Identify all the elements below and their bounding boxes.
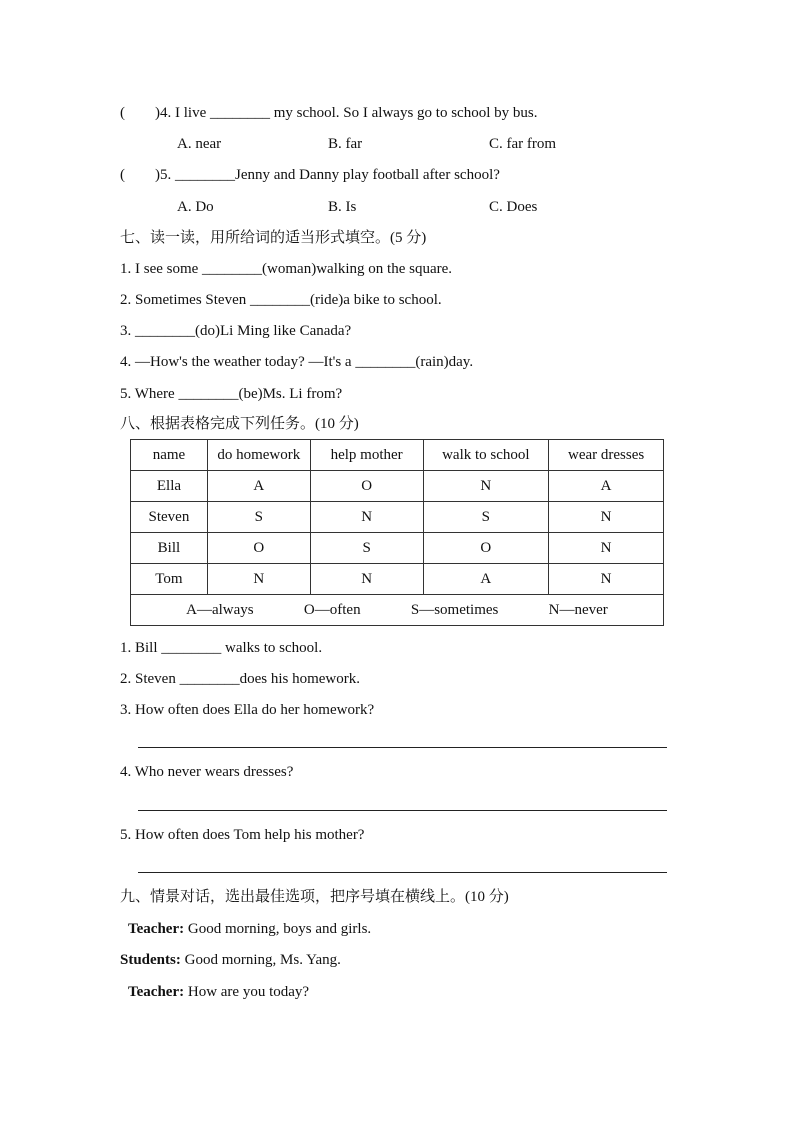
table-cell: N [549, 502, 664, 533]
table-cell: N [549, 533, 664, 564]
table-row [131, 471, 664, 502]
table-cell: S [423, 502, 549, 533]
section-7-item-1: 1. I see some ________(woman)walking on the square. [120, 261, 453, 277]
legend-never: N—never [548, 602, 608, 618]
table-cell: A [423, 564, 549, 595]
section-7-item-3: 3. ________(do)Li Ming like Canada? [120, 323, 352, 339]
section-7-item-4: 4. —How's the weather today? —It's a ________(rain)day. [120, 354, 474, 370]
speaker-label: Teacher: [128, 984, 185, 1000]
table-cell: Tom [131, 564, 208, 595]
dialogue-text: Good morning, boys and girls. [184, 921, 372, 937]
question-4-option-c: C. far from [489, 136, 557, 152]
section-8-item-3: 3. How often does Ella do her homework? [120, 702, 375, 718]
section-8-heading: 八、根据表格完成下列任务。(10 分) [120, 416, 359, 432]
question-5-option-a: A. Do [177, 199, 214, 215]
table-header-row [131, 440, 664, 471]
table-header: name [131, 440, 208, 471]
table-legend [131, 595, 664, 626]
table-cell: S [207, 502, 310, 533]
legend-often: O—often [303, 602, 361, 618]
table-cell: O [207, 533, 310, 564]
legend-sometimes: S—sometimes [410, 602, 499, 618]
table-cell: A [549, 471, 664, 502]
table-cell: O [310, 471, 423, 502]
table-row [131, 502, 664, 533]
question-5-stem: ( )5. ________Jenny and Danny play football after school? [120, 167, 500, 183]
table-cell: N [207, 564, 310, 595]
question-5-option-b: B. Is [328, 199, 357, 215]
question-4-option-a: A. near [177, 136, 222, 152]
section-7-item-5: 5. Where ________(be)Ms. Li from? [120, 386, 343, 402]
table-cell: Bill [131, 533, 208, 564]
table-cell: N [549, 564, 664, 595]
dialogue-text: How are you today? [184, 984, 310, 1000]
table-row [131, 564, 664, 595]
dialogue-line-1 [128, 920, 371, 938]
table-cell: Ella [131, 471, 208, 502]
answer-line-3[interactable] [138, 747, 667, 748]
table-cell: A [207, 471, 310, 502]
table-cell: O [423, 533, 549, 564]
section-8-item-1: 1. Bill ________ walks to school. [120, 640, 323, 656]
table-cell: N [310, 502, 423, 533]
question-4-stem: ( )4. I live ________ my school. So I always go to school by bus. [120, 105, 538, 121]
table-header: do homework [207, 440, 310, 471]
table-header: help mother [310, 440, 423, 471]
table-cell: Steven [131, 502, 208, 533]
answer-line-5[interactable] [138, 872, 667, 873]
section-8-item-2: 2. Steven ________does his homework. [120, 671, 360, 687]
table-cell: S [310, 533, 423, 564]
question-4-option-b: B. far [328, 136, 363, 152]
section-9-heading: 九、情景对话，选出最佳选项，把序号填在横线上。(10 分) [120, 889, 509, 905]
section-8-item-4: 4. Who never wears dresses? [120, 764, 294, 780]
table-cell: N [423, 471, 549, 502]
dialogue-line-2 [120, 951, 341, 969]
answer-line-4[interactable] [138, 810, 667, 811]
section-7-heading: 七、读一读，用所给词的适当形式填空。(5 分) [120, 230, 427, 246]
speaker-label: Teacher: [128, 921, 185, 937]
table-header: wear dresses [549, 440, 664, 471]
table-cell: N [310, 564, 423, 595]
table-header: walk to school [423, 440, 549, 471]
dialogue-text: Good morning, Ms. Yang. [180, 952, 341, 968]
question-5-option-c: C. Does [489, 199, 538, 215]
speaker-label: Students: [120, 952, 181, 968]
frequency-table [130, 439, 664, 626]
table-row [131, 533, 664, 564]
legend-always: A—always [186, 602, 254, 618]
section-7-item-2: 2. Sometimes Steven ________(ride)a bike to school. [120, 292, 442, 308]
table-legend-row [131, 595, 664, 626]
section-8-item-5: 5. How often does Tom help his mother? [120, 827, 365, 843]
dialogue-line-3 [128, 983, 309, 1001]
